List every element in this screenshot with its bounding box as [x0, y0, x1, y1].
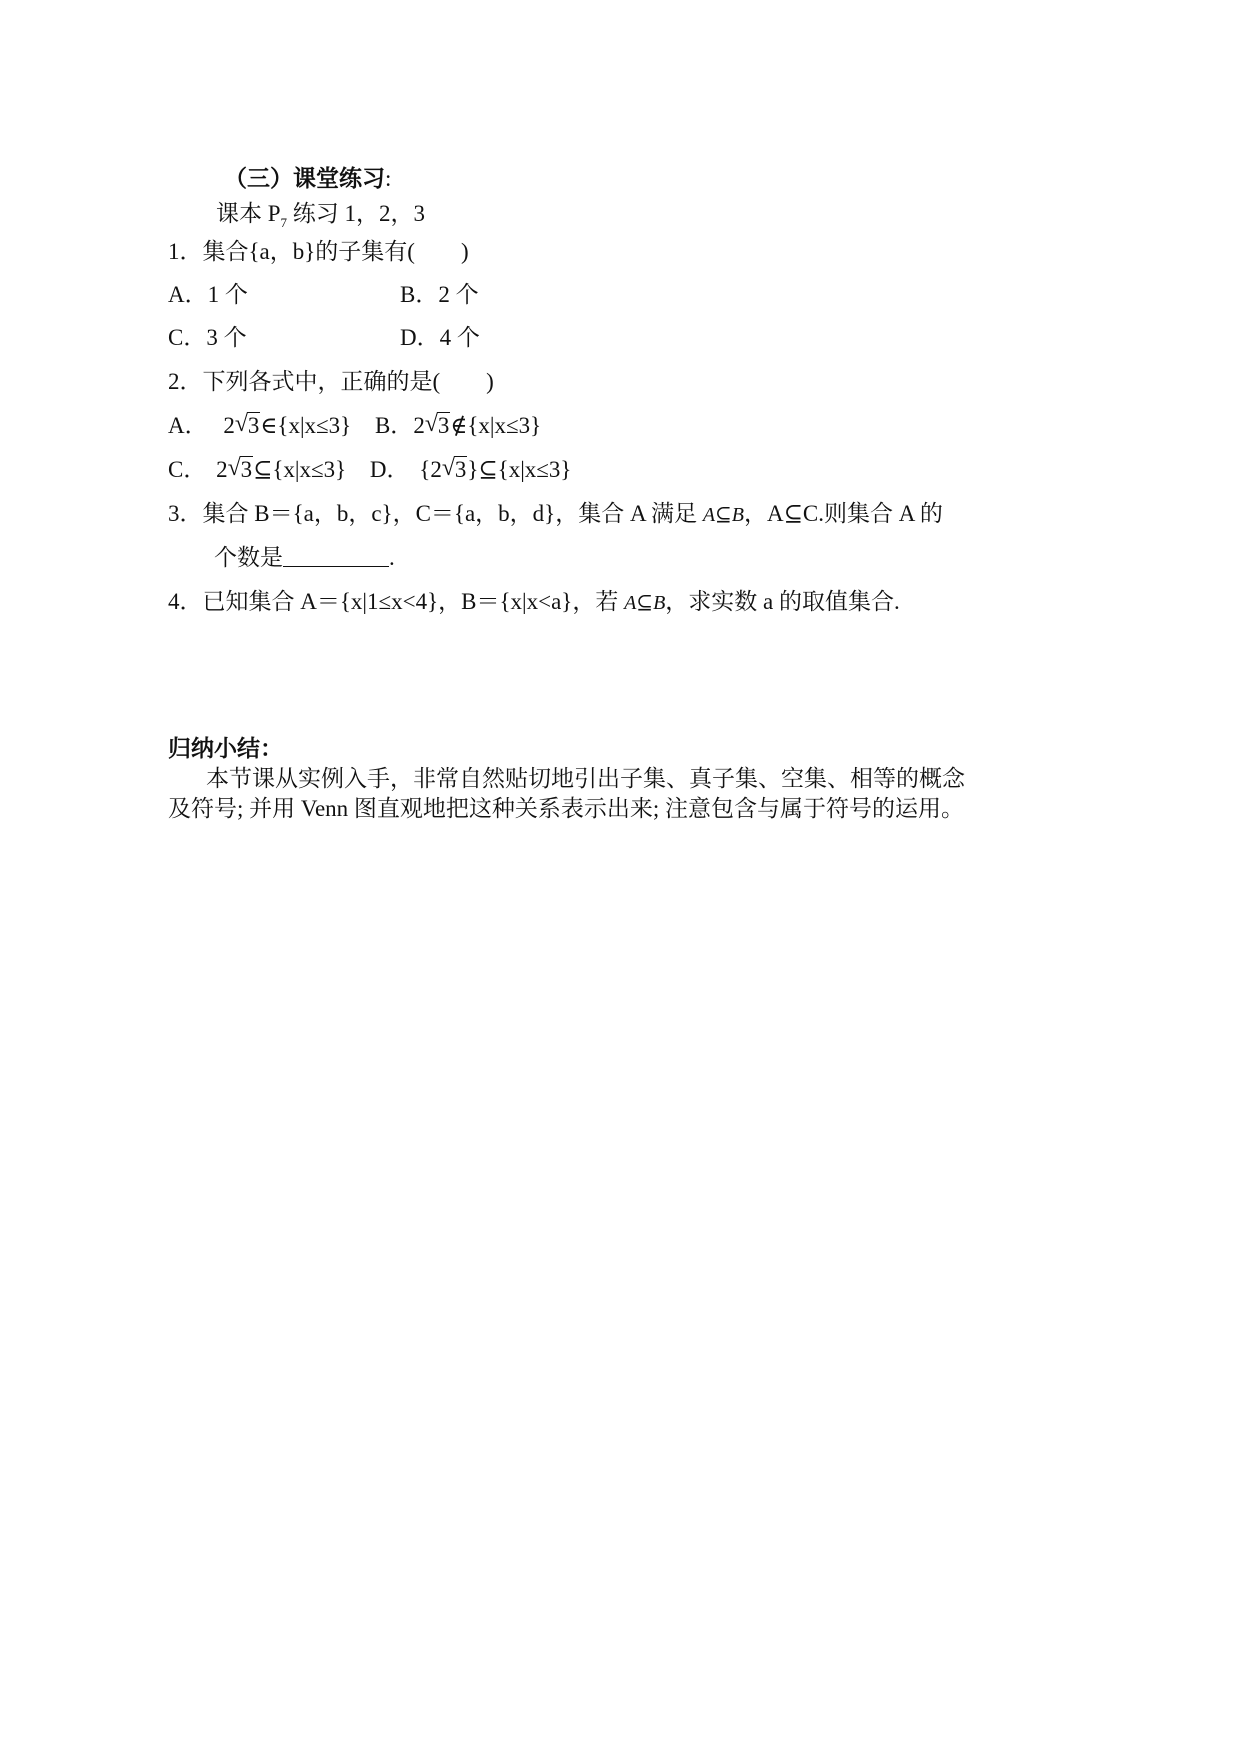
q2-option-c-radicand: 3 [240, 457, 253, 482]
q2-option-c-rest: ⊆{x|x≤3} [253, 457, 347, 482]
q1-option-a: A．1 个 [168, 282, 248, 307]
q1-options-row-1 [168, 280, 768, 310]
q2-options-row-2 [168, 455, 571, 485]
q3-line2-period: . [389, 545, 395, 570]
q2-option-d-sqrt: √ 3 [441, 455, 467, 482]
q2-option-b-coef: 2 [413, 413, 425, 438]
textbook-page: P [267, 201, 281, 226]
textbook-prefix: 课本 [216, 201, 262, 226]
summary-heading: 归纳小结： [168, 736, 283, 762]
section-heading-colon: : [385, 166, 392, 191]
q2-option-b-label: B． [374, 413, 414, 438]
q3-text-b: ，A⊆C.则集合 A 的 [744, 501, 943, 526]
q4-text-b: ，求实数 a 的取值集合. [665, 589, 900, 614]
section-heading-text: （三）课堂练习 [224, 166, 385, 192]
q2-option-a-coef: 2 [223, 413, 235, 438]
q1-option-b: B．2 个 [400, 282, 479, 307]
q2-option-a-rest: ∈{x|x≤3} [260, 413, 352, 438]
q4-text-a: 4．已知集合 A＝{x|1≤x<4}，B＝{x|x<a}，若 [168, 589, 625, 614]
q3-line-1 [168, 499, 943, 530]
q3-line2-text: 个数是 [214, 545, 283, 570]
textbook-exercises: 练习 1，2，3 [287, 201, 426, 226]
q2-option-b-rest: ∉{x|x≤3} [450, 413, 542, 438]
q2-option-c-label: C． [168, 457, 207, 482]
q2-option-c-coef: 2 [216, 457, 228, 482]
q2-option-d-radicand: 3 [454, 457, 467, 482]
q2-option-a-sqrt: √ 3 [234, 411, 260, 438]
q1-options-row-2 [168, 323, 768, 353]
q2-option-b-radicand: 3 [437, 413, 450, 438]
q3-line-2 [214, 543, 395, 573]
q2-options-row-1 [168, 411, 541, 441]
q3-text-a: 3．集合 B＝{a，b，c}，C＝{a，b，d}，集合 A 满足 [168, 501, 703, 526]
summary-line-2: 及符号; 并用 Venn 图直观地把这种关系表示出来; 注意包含与属于符号的运用。 [168, 796, 965, 821]
q1-option-c: C．3 个 [168, 325, 247, 350]
q4-line [168, 587, 900, 618]
q2-option-d-label: D． [369, 457, 410, 482]
q1-stem: 1．集合{a，b}的子集有( ) [168, 239, 469, 264]
q2-stem: 2．下列各式中，正确的是( ) [168, 369, 494, 394]
q2-option-d-rest: }⊆{x|x≤3} [467, 457, 572, 482]
q2-option-c-sqrt: √ 3 [227, 455, 253, 482]
q2-option-a-radicand: 3 [247, 413, 260, 438]
q4-math-subset: A⊆B [624, 592, 666, 614]
q2-option-b-sqrt: √ 3 [424, 411, 450, 438]
q2-option-a-label: A． [168, 413, 208, 438]
textbook-page-number: 7 [280, 215, 288, 230]
section-heading [224, 164, 391, 194]
q3-math-subset: A⊆B [702, 504, 745, 526]
summary-line-1: 本节课从实例入手，非常自然贴切地引出子集、真子集、空集、相等的概念 [206, 766, 965, 791]
textbook-reference [216, 199, 425, 238]
q2-option-d-open: {2 [419, 457, 442, 482]
q1-option-d: D．4 个 [400, 325, 480, 350]
q3-answer-blank[interactable] [283, 546, 389, 567]
